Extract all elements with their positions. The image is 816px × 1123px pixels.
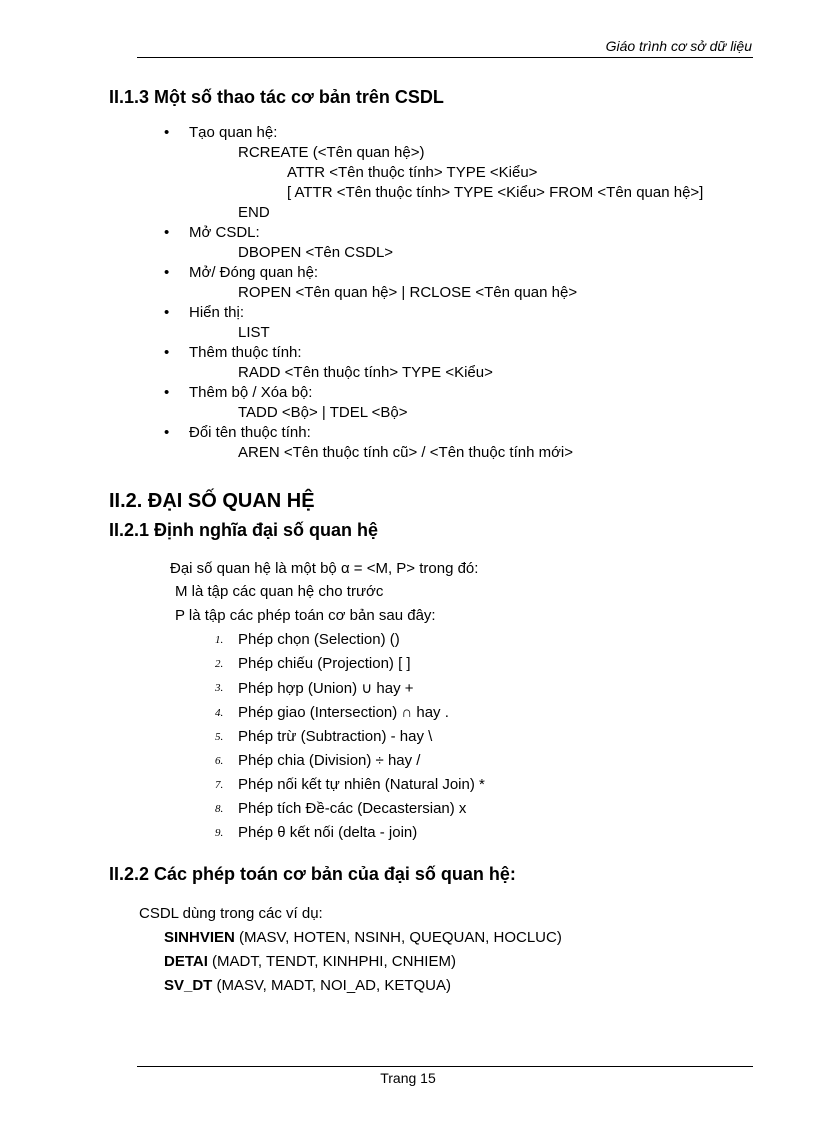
command-line: ROPEN <Tên quan hệ> | RCLOSE <Tên quan hệ> <box>238 284 578 301</box>
command-line: [ ATTR <Tên thuộc tính> TYPE <Kiểu> FROM <Tên quan hệ>] <box>287 184 704 201</box>
op-number: 8. <box>215 803 224 815</box>
bullet-item-display: • Hiển thị: <box>189 304 244 321</box>
command-line: RADD <Tên thuộc tính> TYPE <Kiểu> <box>238 364 493 381</box>
page-number: Trang 15 <box>380 1070 436 1086</box>
section-heading-221: II.2.1 Định nghĩa đại số quan hệ <box>109 520 379 540</box>
command-line: DBOPEN <Tên CSDL> <box>238 244 394 261</box>
example-intro: CSDL dùng trong các ví dụ: <box>139 905 323 922</box>
op-item: Phép chia (Division) ÷ hay / <box>238 752 421 769</box>
op-item: Phép tích Đề-các (Decastersian) x <box>238 800 467 817</box>
op-item: Phép chọn (Selection) () <box>238 631 400 648</box>
bullet-item-add-attr: • Thêm thuộc tính: <box>189 344 302 361</box>
bullet-item-open-db: • Mở CSDL: <box>189 224 260 241</box>
bullet-item-open-close: • Mở/ Đóng quan hệ: <box>189 264 318 281</box>
op-number: 3. <box>215 682 224 694</box>
command-line: END <box>238 204 270 221</box>
header-rule <box>137 57 753 58</box>
bullet-item-create: • Tạo quan hệ: <box>189 124 277 141</box>
definition-intro: Đại số quan hệ là một bộ α = <M, P> trong đó: <box>170 560 479 577</box>
op-item: Phép nối kết tự nhiên (Natural Join) * <box>238 776 485 793</box>
op-number: 6. <box>215 755 224 767</box>
op-item: Phép θ kết nối (delta - join) <box>238 824 418 841</box>
footer-rule <box>137 1066 753 1067</box>
command-line: LIST <box>238 324 270 341</box>
op-number: 5. <box>215 731 224 743</box>
op-item: Phép hợp (Union) ∪ hay + <box>238 680 414 697</box>
bullet-item-rename-attr: • Đổi tên thuộc tính: <box>189 424 311 441</box>
definition-m: M là tập các quan hệ cho trước <box>175 583 384 600</box>
relation-attrs: (MADT, TENDT, KINHPHI, CNHIEM) <box>207 953 456 970</box>
section-heading-22: II.2. ĐẠI SỐ QUAN HỆ <box>109 490 315 512</box>
op-number: 1. <box>215 634 224 646</box>
op-item: Phép giao (Intersection) ∩ hay . <box>238 704 449 721</box>
command-line: TADD <Bộ> | TDEL <Bộ> <box>238 404 408 421</box>
op-number: 2. <box>215 658 224 670</box>
running-header: Giáo trình cơ sở dữ liệu <box>605 38 752 54</box>
definition-p: P là tập các phép toán cơ bản sau đây: <box>175 607 436 624</box>
op-number: 7. <box>215 779 224 791</box>
op-number: 9. <box>215 827 224 839</box>
relation-line <box>164 977 451 994</box>
command-line: AREN <Tên thuộc tính cũ> / <Tên thuộc tính mới> <box>238 444 574 461</box>
op-number: 4. <box>215 707 224 719</box>
command-line: ATTR <Tên thuộc tính> TYPE <Kiểu> <box>287 164 538 181</box>
relation-name: SV_DT <box>164 977 213 994</box>
section-heading-113: II.1.3 Một số thao tác cơ bản trên CSDL <box>109 87 444 107</box>
command-line: RCREATE (<Tên quan hệ>) <box>238 144 425 161</box>
relation-attrs: (MASV, MADT, NOI_AD, KETQUA) <box>212 977 452 994</box>
relation-line <box>164 953 456 970</box>
relation-name: DETAI <box>164 953 208 970</box>
section-heading-222: II.2.2 Các phép toán cơ bản của đại số quan hệ: <box>109 864 516 884</box>
relation-name: SINHVIEN <box>164 929 235 946</box>
op-item: Phép trừ (Subtraction) - hay \ <box>238 728 433 745</box>
relation-line <box>164 929 562 946</box>
bullet-item-add-delete-tuple: • Thêm bộ / Xóa bộ: <box>189 384 312 401</box>
op-item: Phép chiếu (Projection) [ ] <box>238 655 411 672</box>
relation-attrs: (MASV, HOTEN, NSINH, QUEQUAN, HOCLUC) <box>234 929 562 946</box>
